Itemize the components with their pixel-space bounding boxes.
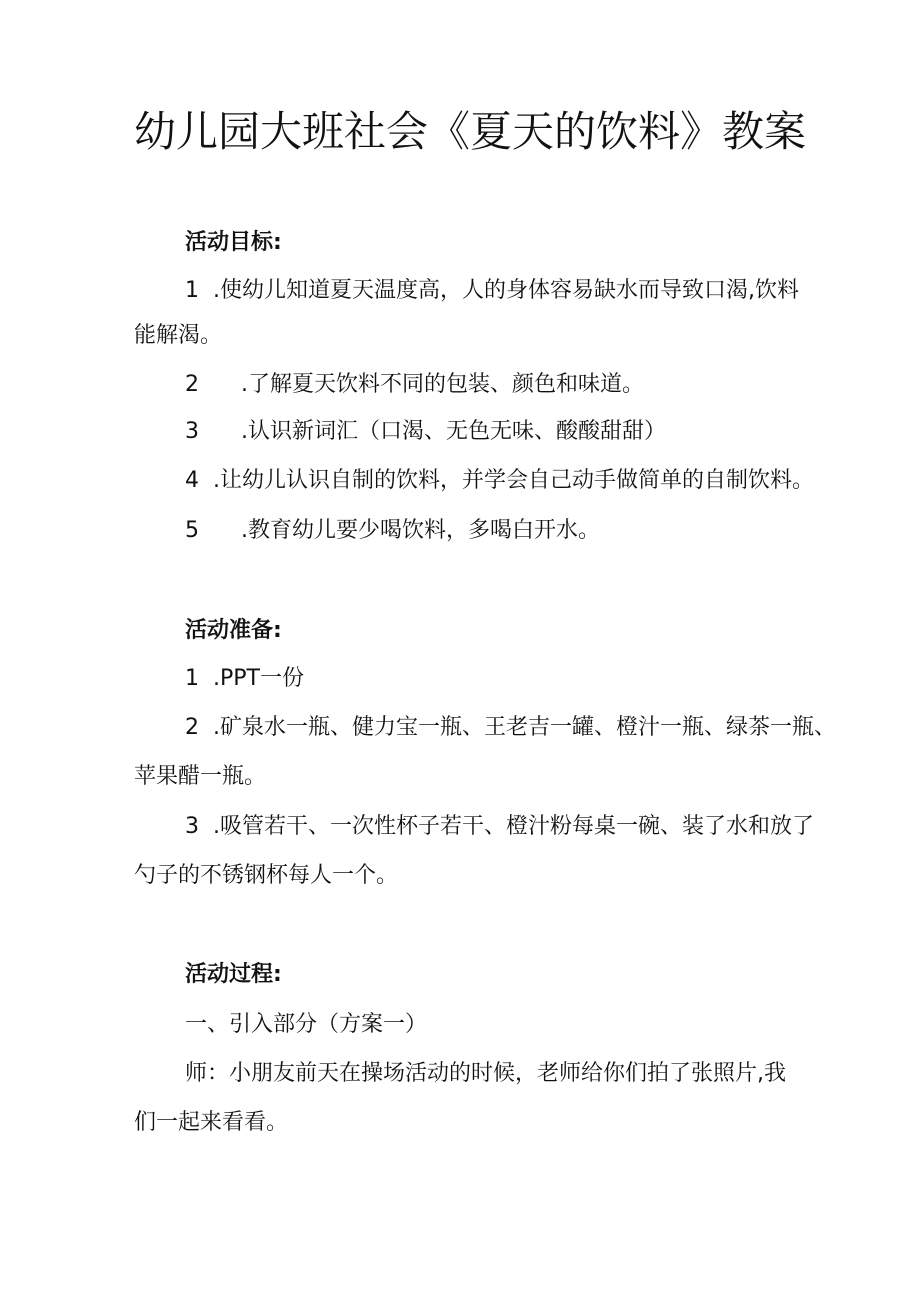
item-number: 2 [185, 715, 199, 740]
section-heading-prep: 活动准备: [185, 618, 282, 643]
process-paragraph-continuation: 们一起来看看。 [134, 1110, 289, 1135]
item-text: .让幼儿认识自制的饮料，并学会自己动手做简单的自制饮料。 [213, 468, 814, 493]
item-number: 3 [185, 419, 199, 444]
prep-item-2-continuation: 苹果醋一瓶。 [134, 764, 267, 789]
section-heading-goals: 活动目标: [185, 230, 282, 255]
goal-item-3 [185, 417, 666, 447]
item-number: 3 [185, 814, 199, 839]
item-text: .矿泉水一瓶、健力宝一瓶、王老吉一罐、橙汁一瓶、绿茶一瓶、 [213, 715, 836, 740]
item-number: 5 [185, 518, 199, 543]
goal-item-1-continuation: 能解渴。 [134, 323, 223, 348]
process-paragraph: 师：小朋友前天在操场活动的时候，老师给你们拍了张照片,我 [185, 1061, 786, 1086]
goal-item-1 [185, 276, 799, 306]
item-number: 1 [185, 278, 199, 303]
item-number: 1 [185, 666, 199, 691]
item-text: .PPT一份 [213, 666, 304, 691]
item-text: .教育幼儿要少喝饮料，多喝白开水。 [241, 518, 600, 543]
prep-item-3-continuation: 勺子的不锈钢杯每人一个。 [134, 863, 399, 888]
section-heading-process: 活动过程: [185, 962, 282, 987]
goal-item-2 [185, 370, 644, 400]
item-text: .使幼儿知道夏天温度高，人的身体容易缺水而导致口渴,饮料 [213, 278, 799, 303]
prep-item-1 [185, 664, 304, 694]
document-title: 幼儿园大班社会《夏天的饮料》教案 [134, 107, 807, 156]
prep-item-3 [185, 812, 814, 842]
prep-item-2 [185, 713, 836, 743]
item-text: .吸管若干、一次性杯子若干、橙汁粉每桌一碗、装了水和放了 [213, 814, 814, 839]
item-number: 4 [185, 468, 199, 493]
item-number: 2 [185, 372, 199, 397]
process-part-heading: 一、引入部分（方案一） [185, 1012, 428, 1037]
goal-item-4 [185, 466, 814, 496]
item-text: .认识新词汇（口渴、无色无味、酸酸甜甜） [241, 419, 666, 444]
goal-item-5 [185, 516, 600, 546]
item-text: .了解夏天饮料不同的包装、颜色和味道。 [241, 372, 644, 397]
